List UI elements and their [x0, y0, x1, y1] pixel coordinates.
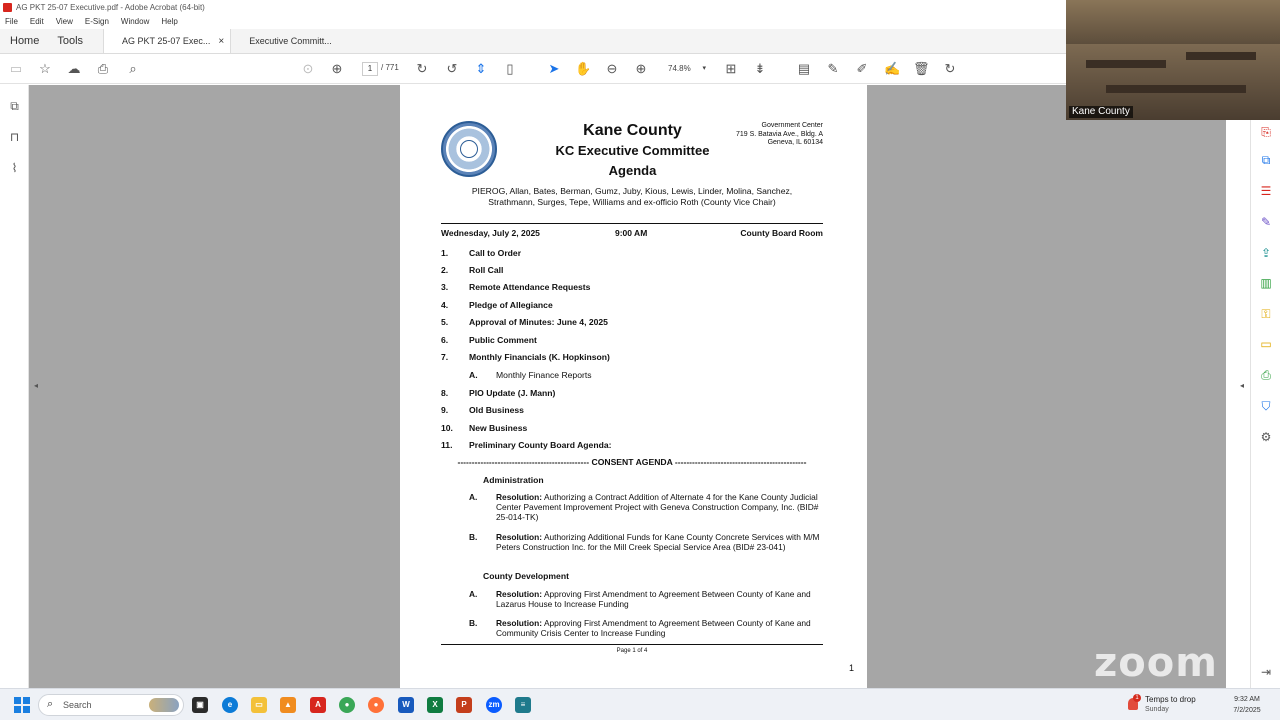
menu-window[interactable]: Window — [120, 17, 150, 26]
page-thumbnails-icon[interactable]: ⧉ — [10, 99, 19, 113]
right-tools-pane — [1250, 120, 1280, 688]
edit-pdf-icon[interactable]: ✎ — [1260, 215, 1272, 229]
tab-document-active[interactable] — [103, 29, 231, 53]
zoom-in-icon[interactable]: ⊕ — [635, 61, 647, 76]
scan-ocr-icon[interactable]: ▥ — [1260, 276, 1272, 290]
county-title: Kane County — [583, 122, 682, 139]
menu-bar — [0, 14, 1066, 29]
tab-document-active-label: AG PKT 25-07 Exec... — [122, 36, 211, 46]
edge-browser-icon[interactable]: e — [222, 697, 238, 713]
system-clock[interactable] — [1222, 694, 1272, 716]
tab-document-other[interactable]: Executive Committ... — [249, 36, 332, 46]
section-heading: County Development — [483, 571, 569, 581]
committee-title: KC Executive Committee — [555, 143, 710, 158]
tab-home[interactable]: Home — [10, 35, 40, 47]
bookmark-star-icon[interactable]: ☆ — [39, 61, 51, 76]
clock-date: 7/2/2025 — [1233, 707, 1261, 714]
weather-title: Temps to drop — [1145, 695, 1196, 704]
draw-tool-icon[interactable]: ✐ — [856, 61, 868, 76]
left-navigation-pane — [0, 85, 29, 688]
menu-edit[interactable]: Edit — [29, 17, 44, 26]
notification-badge: 1 — [1133, 694, 1141, 702]
windows-start-icon[interactable] — [14, 697, 30, 713]
acrobat-icon — [3, 3, 12, 12]
upload-cloud-icon[interactable]: ☁ — [67, 61, 81, 76]
page-view-icon[interactable]: ▯ — [506, 61, 514, 76]
committee-members — [441, 186, 823, 207]
meeting-info — [441, 228, 823, 240]
menu-view[interactable]: View — [55, 17, 73, 26]
windows-taskbar — [0, 688, 1280, 720]
select-cursor-icon[interactable]: ➤ — [548, 61, 560, 76]
firefox-browser-icon[interactable]: ● — [368, 697, 384, 713]
more-tools-icon[interactable]: ⚙ — [1260, 430, 1272, 444]
zoom-level-value: 74.8% — [668, 64, 691, 73]
zoom-app-icon[interactable]: zm — [486, 697, 502, 713]
zoom-out-icon[interactable]: ⊖ — [606, 61, 618, 76]
weather-subtitle: Sunday — [1145, 706, 1169, 713]
rotate-counterclockwise-icon[interactable]: ↺ — [446, 61, 458, 76]
fit-page-icon[interactable]: ⇕ — [475, 61, 487, 76]
attachments-paperclip-icon[interactable]: ⌇ — [11, 161, 18, 175]
vlc-player-icon[interactable]: ▲ — [280, 697, 296, 713]
export-pdf-icon[interactable]: ⇪ — [1260, 246, 1272, 260]
chrome-browser-icon[interactable]: ● — [339, 697, 355, 713]
divider — [441, 644, 823, 645]
combine-files-icon[interactable]: ⧉ — [1261, 153, 1271, 167]
menu-file[interactable]: File — [5, 17, 18, 26]
menu-help[interactable]: Help — [161, 17, 178, 26]
members-line: PIEROG, Allan, Bates, Berman, Gumz, Juby, Kious, Lewis, Linder, Molina, Sanchez, — [471, 186, 793, 196]
print-icon[interactable]: ⎙ — [97, 61, 109, 76]
section-heading: Administration — [483, 475, 544, 485]
zoom-video-tile[interactable] — [1066, 0, 1280, 120]
bookmarks-panel-icon[interactable]: ⊓ — [9, 130, 20, 144]
taskbar-search-input[interactable] — [38, 694, 184, 716]
powerpoint-icon[interactable]: P — [456, 697, 472, 713]
weather-widget[interactable] — [1128, 693, 1218, 717]
members-line: Strathmann, Surges, Tepe, Williams and ex-officio Roth (County Vice Chair) — [488, 196, 776, 207]
organize-pages-icon[interactable]: ☰ — [1260, 184, 1272, 198]
page-number-input[interactable]: 1 — [362, 62, 378, 76]
page-number-label: 1 — [849, 663, 855, 673]
file-explorer-icon[interactable]: ▭ — [251, 697, 267, 713]
search-zoom-icon[interactable]: ⌕ — [129, 61, 137, 76]
scroll-mode-icon[interactable]: ⇟ — [754, 61, 766, 76]
address-line: Geneva, IL 60134 — [767, 139, 823, 146]
task-view-icon[interactable]: ▣ — [192, 697, 208, 713]
collapse-right-pane-icon[interactable]: ◂ — [1240, 381, 1245, 390]
comment-icon[interactable]: ▤ — [797, 61, 811, 76]
notepad-icon[interactable]: ≡ — [515, 697, 531, 713]
search-icon: ⌕ — [47, 698, 54, 710]
hand-tool-icon[interactable]: ✋ — [575, 61, 592, 76]
comment-panel-icon[interactable]: ▭ — [1260, 337, 1272, 351]
consent-agenda-banner: ---------------------------------------------- CONSENT AGENDA ---------------------------------------------- — [457, 457, 807, 467]
previous-page-icon[interactable]: ⊙ — [302, 61, 314, 76]
clock-time: 9:32 AM — [1234, 696, 1260, 703]
fill-sign-icon[interactable]: ✍ — [884, 61, 901, 76]
chevron-down-icon: ▾ — [702, 65, 706, 72]
search-placeholder: Search — [63, 700, 92, 710]
participant-name: Kane County — [1069, 106, 1133, 118]
zoom-level-select[interactable] — [662, 62, 710, 76]
meeting-room: County Board Room — [740, 228, 823, 238]
tab-tools[interactable]: Tools — [57, 35, 84, 47]
save-icon[interactable]: ▭ — [9, 61, 23, 76]
tab-bar — [0, 29, 1066, 54]
zoom-watermark-logo: zoom — [1094, 640, 1218, 686]
expand-panel-icon[interactable]: ⇥ — [1260, 665, 1272, 679]
address-block — [718, 122, 823, 148]
meeting-date: Wednesday, July 2, 2025 — [441, 228, 540, 238]
word-icon[interactable]: W — [398, 697, 414, 713]
meeting-time: 9:00 AM — [615, 228, 648, 238]
pdf-page: Kane County KC Executive Committee Agenda Government Center 719 S. Batavia Ave., Bldg. A Geneva, IL 60134 PIEROG, Allan, Bates, Berman, Gumz, Juby, Kious, Lewis, Linder, Molina, Sanchez, Strathmann, Surges, Tepe, Williams and ex-officio Roth (County Vice Chair) Wednesday, July 2, 2025 9:00 AM County Board Room 1. Call to Order 2. Roll Call 3. Remote Attendance Requests 4. Pledge of Allegiance 5. Approval of Minutes: June 4, 2025 6. Public Comment 7. Monthly Financials (K. Hopkinson) A. Monthly Finance Reports 8. PIO Update (J. Mann) 9. Old Business 10. New Business 11. Preliminary County Board Agenda: ---------------------------------------------- CONSENT AGENDA ---------------------------------------------- Administration A. Resolution: Authorizing a Contract Addition of Alternate 4 for the Kane County Judicial Center Pavement Improvement Project with Geneva Construction Company, Inc. (BID# 25-014-TK) B. Resolution: Authorizing Additional Funds for Kane County Concrete Services with M/M Peters Construction Inc. for the Mill Creek Special Service Area (BID# 23-041) County Development A. Resolution: Approving First Amendment to Agreement Between County of Kane and Lazarus House to Increase Funding B. Resolution: Approving First Amendment to Agreement Between County of Kane and Community Crisis Center to Increase Funding Page 1 of 4 1 — [400, 85, 867, 688]
print-production-icon[interactable]: ⎙ — [1261, 368, 1271, 382]
shield-icon[interactable]: ⛉ — [1261, 399, 1271, 413]
next-page-icon[interactable]: ⊕ — [331, 61, 343, 76]
close-tab-icon[interactable]: × — [218, 35, 225, 47]
divider — [441, 223, 823, 224]
window-titlebar — [0, 0, 1066, 14]
kane-county-seal-logo — [441, 121, 497, 177]
collapse-left-pane-icon[interactable]: ◂ — [34, 381, 39, 390]
fit-width-icon[interactable]: ⊞ — [725, 61, 737, 76]
redo-icon[interactable]: ↻ — [944, 61, 956, 76]
delete-icon[interactable]: 🗑 — [913, 61, 930, 76]
create-pdf-icon[interactable]: ⎘ — [1261, 125, 1271, 139]
acrobat-taskbar-icon[interactable]: A — [310, 697, 326, 713]
excel-icon[interactable]: X — [427, 697, 443, 713]
search-highlight-image — [149, 698, 179, 712]
address-line: 719 S. Batavia Ave., Bldg. A — [735, 130, 823, 138]
highlight-pen-icon[interactable]: ✎ — [827, 61, 839, 76]
protect-file-icon[interactable]: ⚿ — [1261, 307, 1271, 321]
menu-esign[interactable]: E-Sign — [84, 17, 109, 26]
window-title: AG PKT 25-07 Executive.pdf - Adobe Acrobat (64-bit) — [16, 2, 205, 12]
address-line: Government Center — [761, 122, 823, 129]
page-total: / 771 — [381, 63, 399, 72]
rotate-clockwise-icon[interactable]: ↻ — [416, 61, 428, 76]
page-footer: Page 1 of 4 — [616, 648, 648, 654]
document-type-title: Agenda — [608, 163, 657, 178]
